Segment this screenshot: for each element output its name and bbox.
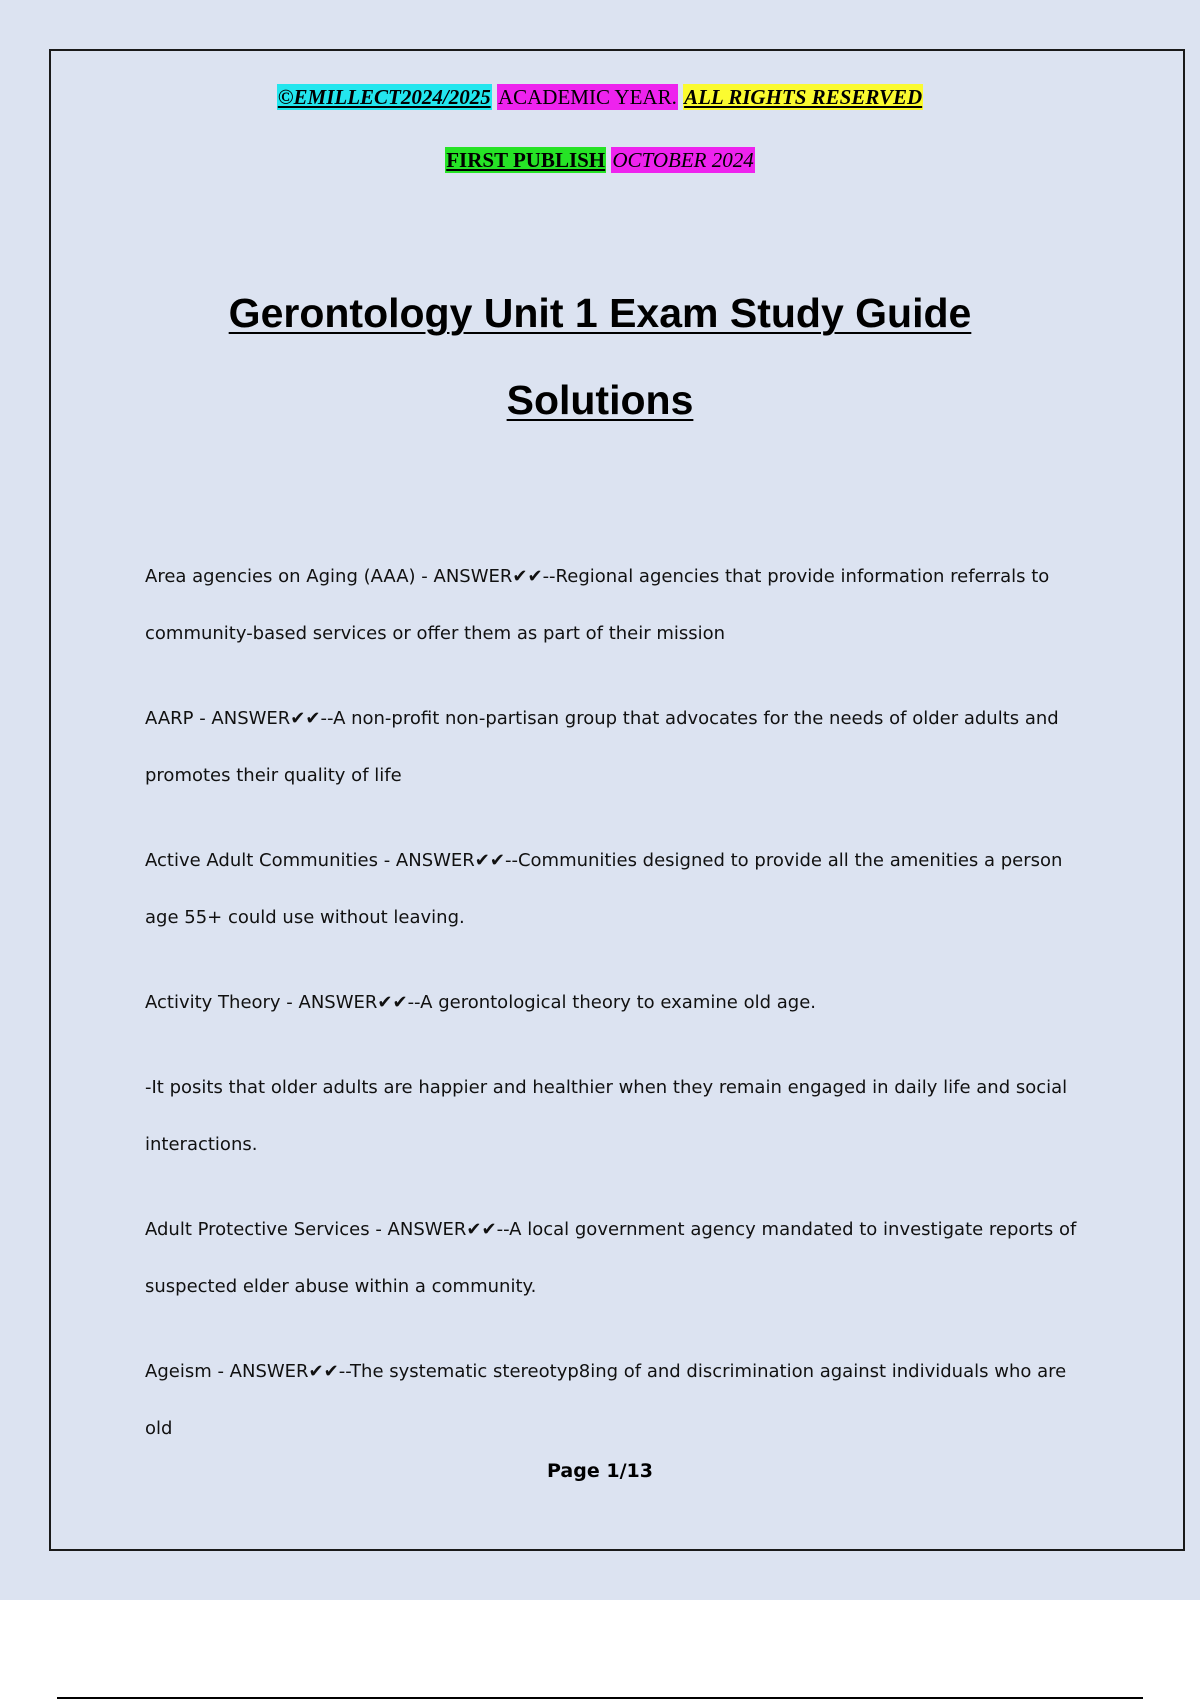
copyright-highlight: ©EMILLECT2024/2025 xyxy=(277,85,491,109)
glossary-entries xyxy=(145,548,1085,1485)
entry-text: promotes their quality of life xyxy=(145,765,402,786)
entry-active-adult-communities xyxy=(145,832,1085,946)
entry-text: Activity Theory - ANSWER✔✔--A gerontological theory to examine old age. xyxy=(145,992,816,1013)
entry-activity-theory xyxy=(145,974,1085,1031)
copyright-banner xyxy=(0,84,1200,110)
document-title-line-2: Solutions xyxy=(506,377,694,423)
entry-text: Active Adult Communities - ANSWER✔✔--Communities designed to provide all the amenities a person xyxy=(145,850,1063,871)
entry-activity-theory-detail xyxy=(145,1059,1085,1173)
entry-text: interactions. xyxy=(145,1134,258,1155)
document-title-line-1: Gerontology Unit 1 Exam Study Guide xyxy=(228,290,972,336)
publish-date-highlight: OCTOBER 2024 xyxy=(612,148,754,172)
page-number: Page 1/13 xyxy=(547,1460,653,1482)
bottom-divider xyxy=(57,1697,1143,1699)
entry-text: Area agencies on Aging (AAA) - ANSWER✔✔--Regional agencies that provide information referrals to xyxy=(145,566,1050,587)
entry-text: age 55+ could use without leaving. xyxy=(145,907,465,928)
publish-banner xyxy=(0,147,1200,173)
entry-text: -It posits that older adults are happier and healthier when they remain engaged in daily life and social xyxy=(145,1077,1068,1098)
entry-text: Ageism - ANSWER✔✔--The systematic stereotyp8ing of and discrimination against individuals who are xyxy=(145,1361,1067,1382)
entry-text: suspected elder abuse within a community. xyxy=(145,1276,537,1297)
academic-year-highlight: ACADEMIC YEAR. xyxy=(497,85,677,109)
first-publish-highlight: FIRST PUBLISH xyxy=(446,148,606,172)
entry-text: Adult Protective Services - ANSWER✔✔--A local government agency mandated to investigate reports of xyxy=(145,1219,1077,1240)
entry-ageism xyxy=(145,1343,1085,1457)
rights-reserved-highlight: ALL RIGHTS RESERVED xyxy=(684,85,923,109)
entry-area-agencies-on-aging xyxy=(145,548,1085,662)
entry-aarp xyxy=(145,690,1085,804)
entry-text: community-based services or offer them as part of their mission xyxy=(145,623,726,644)
entry-adult-protective-services xyxy=(145,1201,1085,1315)
entry-text: old xyxy=(145,1418,173,1439)
entry-text: AARP - ANSWER✔✔--A non-profit non-partisan group that advocates for the needs of older adults and xyxy=(145,708,1059,729)
